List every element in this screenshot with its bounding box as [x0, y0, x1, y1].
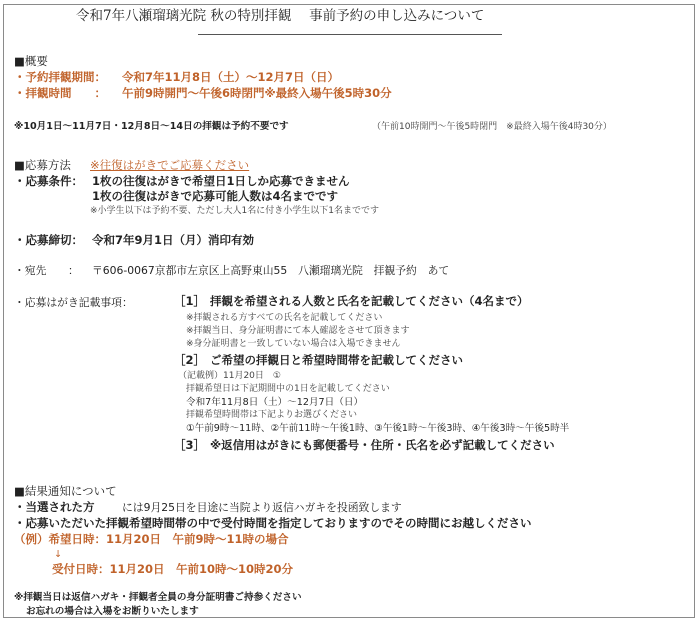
item-3-text: ※返信用はがきにも郵便番号・住所・氏名を必ず記載してください: [210, 438, 555, 452]
result-arrow: ↓: [54, 549, 63, 560]
condition-2: 1枚の往復はがきで応募可能人数は4名までです: [92, 189, 339, 203]
item-2-time-slots: ①午前9時～11時、②午前11時～午後1時、③午後1時～午後3時、④午後3時～午後5時半: [186, 423, 570, 434]
address-label: ・宛先 ：: [14, 264, 79, 277]
hours-label: ・拝観時間 ：: [14, 86, 106, 100]
result-winner-text: には9月25日を目途に当院より返信ハガキを投函致します: [122, 501, 402, 514]
address-value: 〒606-0067京都市左京区上高野東山55 八瀬瑠璃光院 拝観予約 あて: [92, 264, 450, 277]
no-reservation-note: ※10月1日～11月7日・12月8日～14日の拝観は予約不要です: [14, 121, 289, 132]
item-2-number: ［2］: [174, 353, 206, 367]
condition-1: 1枚の往復はがきで希望日1日しか応募できません: [92, 174, 350, 188]
title-underline: [198, 34, 502, 35]
reception-time: 受付日時：11月20日 午前10時～10時20分: [52, 562, 294, 576]
postcard-items-label: ・応募はがき記載事項：: [14, 296, 133, 309]
hours-value: 午前9時開門～午後6時閉門※最終入場午後5時30分: [122, 86, 392, 100]
item-1-note-3: ※身分証明書と一致していない場合は入場できません: [186, 339, 401, 349]
item-1-note-1: ※拝観される方すべての氏名を記載してください: [186, 313, 383, 323]
page-title: 令和7年八瀬瑠璃光院 秋の特別拝観 事前予約の申し込みについて: [76, 8, 485, 24]
result-time-notice: ・応募いただいた拝観希望時間帯の中で受付時間を指定しておりますのでその時間にお越しください: [14, 516, 532, 530]
result-example: （例）希望日時：11月20日 午前9時～11時の場合: [14, 532, 289, 546]
item-2-note-2: 拝観希望時間帯は下記よりお選びください: [186, 410, 358, 420]
item-2-example: （記載例）11月20日 ①: [178, 371, 281, 381]
item-2-period: 令和7年11月8日（土）～12月7日（日）: [186, 397, 364, 408]
item-1-note-2: ※拝観当日、身分証明書にて本人確認をさせて頂きます: [186, 326, 410, 336]
period-value: 令和7年11月8日（土）～12月7日（日）: [122, 70, 340, 84]
item-2-text: ご希望の拝観日と希望時間帯を記載してください: [210, 353, 463, 367]
apply-method-note: ※往復はがきでご応募ください: [90, 158, 250, 172]
item-1-number: ［1］: [174, 294, 206, 308]
children-note: ※小学生以下は予約不要、ただし大人1名に付き小学生以下1名までです: [90, 206, 379, 216]
item-1-text: 拝観を希望される人数と氏名を記載してください（4名まで）: [210, 294, 529, 308]
deadline-value: 令和7年9月1日（月）消印有効: [92, 233, 255, 247]
deadline-label: ・応募締切：: [14, 233, 83, 247]
overview-heading: ■概要: [14, 54, 48, 68]
result-winner-label: ・当選された方: [14, 500, 95, 514]
footer-id-note: ※拝観当日は返信ハガキ・拝観者全員の身分証明書ご持参ください: [14, 592, 302, 603]
conditions-label: ・応募条件：: [14, 174, 83, 188]
item-2-note-1: 拝観希望日は下記期間中の1日を記載してください: [186, 384, 390, 394]
no-reservation-hours: （午前10時開門～午後5時閉門 ※最終入場午後4時30分）: [372, 122, 612, 132]
footer-refusal-note: お忘れの場合は入場をお断りいたします: [26, 606, 199, 617]
item-3-number: ［3］: [174, 438, 206, 452]
period-label: ・予約拝観期間：: [14, 70, 106, 84]
result-heading: ■結果通知について: [14, 484, 117, 498]
apply-heading: ■応募方法: [14, 158, 71, 172]
